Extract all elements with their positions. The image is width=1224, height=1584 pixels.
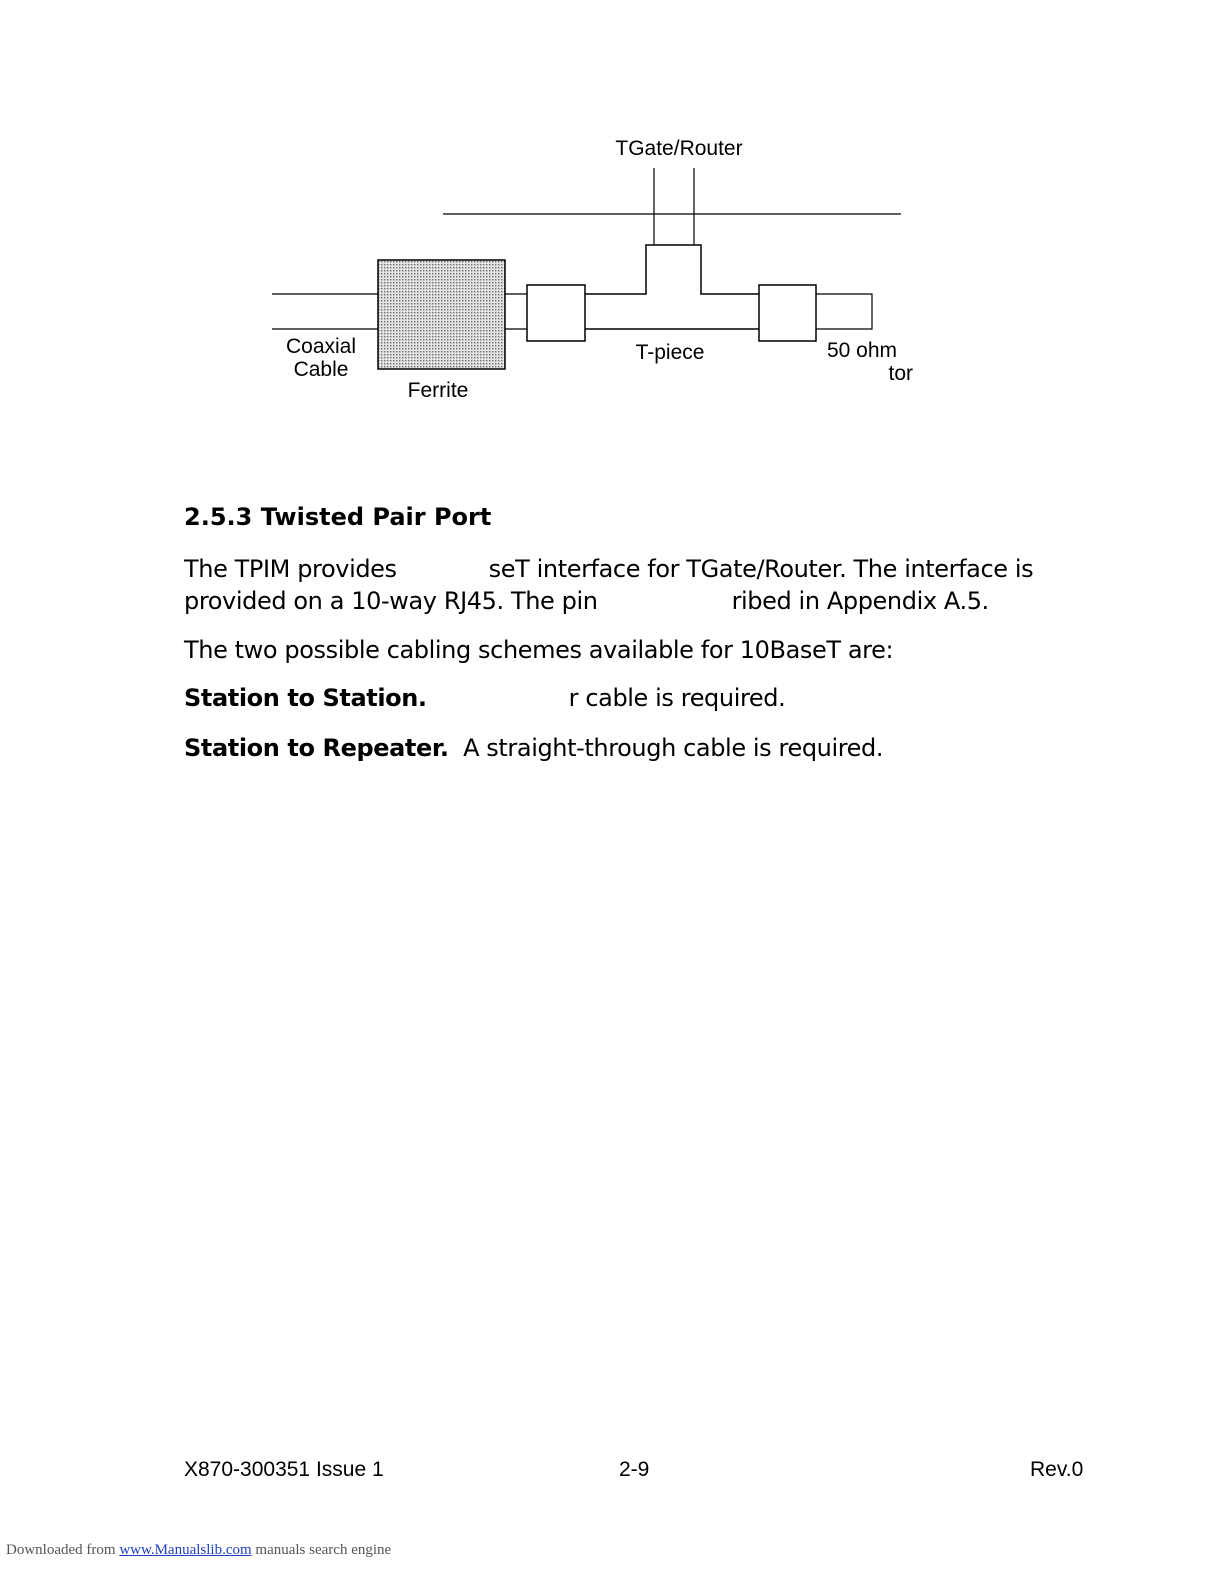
label-cable: Cable	[293, 358, 349, 381]
label-terminator: tor	[888, 362, 913, 385]
label-50-ohm: 50 ohm	[826, 339, 898, 362]
left-connector	[527, 285, 585, 341]
paragraph-cabling-schemes: The two possible cabling schemes available for 10BaseT are:	[184, 636, 894, 664]
label-coaxial: Coaxial	[285, 335, 357, 358]
manualslib-link[interactable]: www.Manualslib.com	[119, 1542, 252, 1558]
download-note-prefix: Downloaded from	[6, 1542, 116, 1558]
station-to-station-label: Station to Station.	[184, 684, 427, 712]
station-to-station-text: r cable is required.	[568, 684, 786, 712]
download-note-suffix: manuals search engine	[255, 1542, 392, 1558]
paragraph-station-to-station	[184, 682, 785, 714]
label-t-piece: T-piece	[635, 341, 705, 364]
p1-line2-b: ribed in Appendix A.5.	[731, 587, 989, 615]
p1-line1-a: The TPIM provides	[184, 555, 397, 583]
label-tgate-router: TGate/Router	[615, 137, 743, 160]
label-ferrite: Ferrite	[407, 379, 469, 402]
station-to-repeater-text: A straight-through cable is required.	[463, 734, 884, 762]
footer-page-number: 2-9	[619, 1458, 650, 1481]
footer-revision: Rev.0	[1030, 1458, 1084, 1481]
ferrite-block	[378, 260, 505, 369]
section-heading: 2.5.3 Twisted Pair Port	[184, 503, 492, 531]
footer-document-number: X870-300351 Issue 1	[184, 1458, 384, 1481]
station-to-repeater-label: Station to Repeater.	[184, 734, 449, 762]
right-connector	[759, 285, 816, 341]
paragraph-station-to-repeater	[184, 732, 883, 764]
t-piece	[585, 245, 759, 329]
p1-line2-a: provided on a 10-way RJ45. The pin	[184, 587, 598, 615]
p1-line1-b: seT interface for TGate/Router. The interface is	[488, 555, 1034, 583]
paragraph-interface	[184, 553, 1033, 617]
download-note	[6, 1542, 391, 1559]
coax-connection-diagram	[0, 0, 1224, 440]
terminator	[816, 294, 872, 329]
